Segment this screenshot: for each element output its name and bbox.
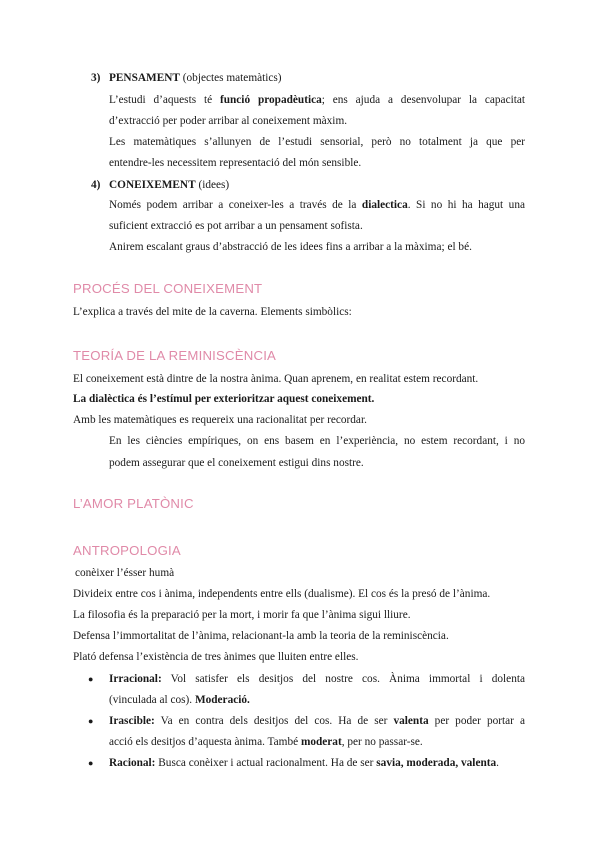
paragraph-line: Divideix entre cos i ànima, independents entre ells (dualisme). El cos és la presó de l’ànima. — [73, 588, 491, 600]
paragraph-line: podem assegurar que el coneixement estigui dins nostre. — [109, 457, 364, 469]
section-heading: ANTROPOLOGIA — [73, 543, 181, 558]
section-title: PENSAMENT — [109, 72, 180, 84]
bullet-line — [109, 714, 525, 728]
bullet-label: Irascible: — [109, 715, 155, 727]
text-span: (vinculada al cos). — [109, 694, 195, 706]
section-heading: L’AMOR PLATÒNIC — [73, 496, 194, 511]
paragraph-line: Defensa l’immortalitat de l’ànima, relacionant-la amb la teoria de la reminiscència. — [73, 630, 449, 642]
bold-term: dialectica — [361, 199, 408, 211]
bold-term: funció propadèutica — [219, 94, 322, 106]
paragraph-line: Les matemàtiques s’allunyen de l’estudi sensorial, però no totalment ja que per — [109, 136, 525, 148]
bullet-label: Racional: — [109, 757, 156, 769]
paragraph-line: d’extracció per poder arribar al coneixement màxim. — [109, 115, 348, 127]
section-subtitle: (idees) — [198, 179, 230, 191]
text-span: . — [496, 757, 499, 769]
text-span: acció els desitjos d’aquesta ànima. També — [109, 736, 301, 748]
bullet-label: Irracional: — [109, 673, 162, 685]
text-span: L’estudi d’aquests té — [109, 94, 213, 106]
text-span: , per no passar-se. — [341, 736, 423, 748]
paragraph-line: Amb les matemàtiques es requereix una racionalitat per recordar. — [73, 414, 367, 426]
section-heading: TEORÍA DE LA REMINISCÈNCIA — [73, 348, 277, 363]
paragraph-line: Anirem escalant graus d’abstracció de les idees fins a arribar a la màxima; el bé. — [109, 241, 472, 253]
section-subtitle: (objectes matemàtics) — [182, 72, 282, 84]
text-span: Va en contra dels desitjos del cos. Ha de ser — [154, 715, 394, 727]
section-title: CONEIXEMENT — [109, 179, 196, 191]
paragraph-line — [109, 93, 525, 107]
text-span: ; ens ajuda a desenvolupar la capacitat — [321, 94, 526, 106]
text-span: Només podem arribar a coneixer-les a través de la — [109, 199, 357, 211]
bullet-icon: ● — [88, 674, 94, 684]
section-title-line — [109, 71, 282, 85]
paragraph-line: Plató defensa l’existència de tres ànimes que lluiten entre elles. — [73, 651, 359, 663]
list-number: 3) — [91, 72, 101, 84]
paragraph-line: entendre-les necessitem representació del món sensible. — [109, 157, 362, 169]
text-span: Busca conèixer i actual racionalment. Ha de ser — [155, 757, 377, 769]
bullet-line — [109, 693, 250, 707]
bold-term: valenta — [393, 715, 429, 727]
paragraph-line-bold: La dialèctica és l’estímul per exterioritzar aquest coneixement. — [73, 393, 375, 405]
bold-term: moderat — [300, 736, 342, 748]
bullet-line — [109, 672, 525, 686]
bullet-line — [109, 735, 423, 749]
paragraph-line: En les ciències empíriques, on ens basem en l’experiència, no estem recordant, i no — [109, 435, 525, 447]
text-span: . Si no hi ha hagut una — [407, 199, 525, 211]
bullet-icon: ● — [88, 758, 94, 768]
paragraph-line — [109, 198, 525, 212]
list-number: 4) — [91, 179, 101, 191]
paragraph-line: conèixer l’ésser humà — [75, 567, 175, 579]
paragraph-line: L’explica a través del mite de la caverna. Elements simbòlics: — [73, 306, 352, 318]
bold-term: savia, moderada, valenta — [376, 757, 497, 769]
section-heading: PROCÉS DEL CONEIXEMENT — [73, 281, 263, 296]
text-span: Vol satisfer els desitjos del nostre cos. Ànima immortal i dolenta — [161, 673, 525, 685]
bullet-icon: ● — [88, 716, 94, 726]
section-title-line — [109, 178, 229, 192]
bold-term: Moderació. — [194, 694, 250, 706]
text-span: per poder portar a — [428, 715, 525, 727]
bullet-line — [109, 756, 499, 770]
paragraph-line: La filosofia és la preparació per la mort, i morir fa que l’ànima sigui lliure. — [73, 609, 411, 621]
paragraph-line: suficient extracció es pot arribar a un pensament sofista. — [109, 220, 363, 232]
paragraph-line: El coneixement està dintre de la nostra ànima. Quan aprenem, en realitat estem recordant. — [73, 373, 479, 385]
